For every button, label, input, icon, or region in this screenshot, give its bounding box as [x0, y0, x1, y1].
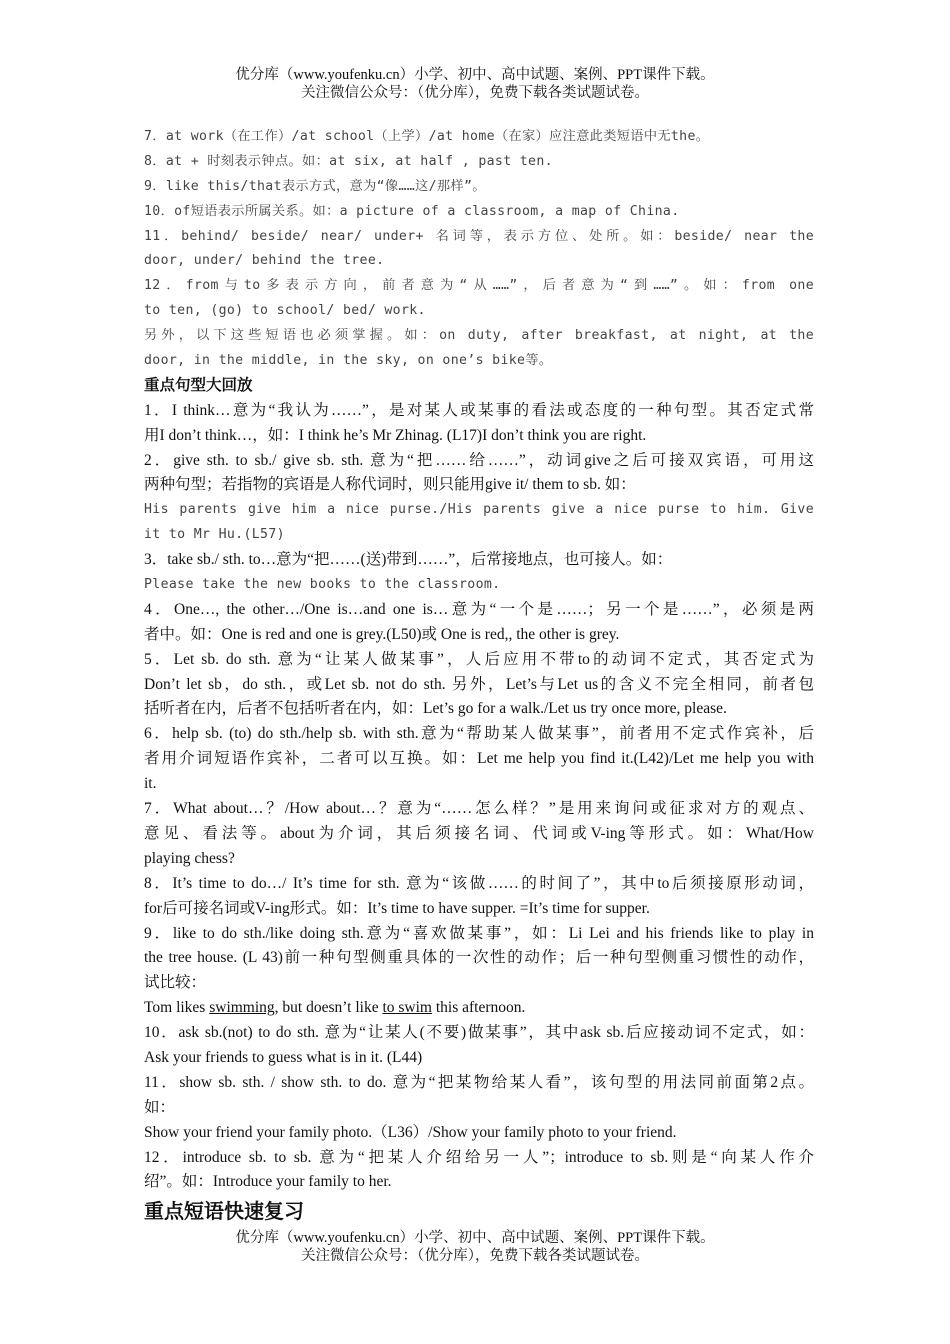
pattern-7-line: 意见、看法等。about为介词，其后须接名词、代词或V-ing等形式。如：What/How [144, 824, 814, 842]
page-header [0, 66, 950, 102]
pattern-12-line: 绍”。如：Introduce your family to her. [144, 1173, 392, 1191]
phrase-line: 另外，以下这些短语也必须掌握。如：on duty, after breakfast, at night, at the [144, 328, 814, 344]
pattern-1-line: 用I don’t think…，如：I think he’s Mr Zhinag. (L17)I don’t think you are right. [144, 426, 647, 444]
example-text: Tom likes [144, 999, 210, 1017]
pattern-10-line: Ask your friends to guess what is in it. (L44) [144, 1048, 423, 1066]
pattern-6-line: 者用介词短语作宾补，二者可以互换。如：Let me help you find it.(L42)/Let me help you with [144, 750, 814, 768]
phrase-line: 11．behind/ beside/ near/ under+ 名词等，表示方位、处所。如：beside/ near the [144, 228, 814, 244]
phrase-line: 10．of短语表示所属关系。如：a picture of a classroom, a map of China. [144, 203, 680, 219]
footer-line-2: 关注微信公众号：（优分库），免费下载各类试题试卷。 [301, 1248, 649, 1264]
page-footer [0, 1229, 950, 1265]
header-line-2: 关注微信公众号：（优分库），免费下载各类试题试卷。 [301, 85, 649, 101]
phrase-line: 9．like this/that表示方式，意为“像……这/那样”。 [144, 178, 486, 194]
underlined-word: to swim [382, 999, 432, 1017]
pattern-6-line: it. [144, 775, 157, 793]
pattern-11-line: 11．show sb. sth. / show sth. to do. 意为“把某物给某人看”，该句型的用法同前面第2点。 [144, 1073, 814, 1091]
pattern-9-line: 9．like to do sth./like doing sth.意为“喜欢做某事”，如：Li Lei and his friends like to play in [144, 924, 814, 942]
pattern-5-line: 括听者在内，后者不包括听者在内，如：Let’s go for a walk./Let us try once more, please. [144, 700, 727, 718]
pattern-4-line: 4．One…, the other…/One is…and one is…意为“一个是……；另一个是……”，必须是两 [144, 600, 814, 618]
phrase-line: 7．at work（在工作）/at school（上学）/at home（在家）应注意此类短语中无the。 [144, 129, 710, 144]
pattern-9-line: 试比较： [144, 974, 207, 992]
pattern-9-line: the tree house. (L 43)前一种句型侧重具体的一次性的动作；后一种句型侧重习惯性的动作， [144, 949, 814, 967]
pattern-10-line: 10．ask sb.(not) to do sth. 意为“让某人(不要)做某事”，其中ask sb.后应接动词不定式，如： [144, 1024, 814, 1042]
next-section-title: 重点短语快速复习 [144, 1201, 304, 1224]
underlined-word: swimming [209, 999, 275, 1017]
pattern-7-line: playing chess? [144, 849, 235, 867]
example-text: , but doesn’t like [274, 999, 383, 1017]
pattern-1-line: 1．I think…意为“我认为……”，是对某人或某事的看法或态度的一种句型。其否定式常 [144, 401, 814, 419]
pattern-2-example: His parents give him a nice purse./His parents give a nice purse to him. Give [144, 502, 814, 518]
document-body [144, 125, 814, 1227]
phrase-line: 8．at + 时刻表示钟点。如：at six, at half , past ten. [144, 153, 553, 169]
phrase-line: door, in the middle, in the sky, on one’s bike等。 [144, 353, 553, 369]
example-text: this afternoon. [431, 999, 526, 1017]
pattern-5-line: Don’t let sb，do sth.，或Let sb. not do sth. 另外，Let’s与Let us的含义不完全相同，前者包 [144, 675, 814, 693]
pattern-3-example: Please take the new books to the classroom. [144, 577, 501, 593]
phrase-line: 12．from与to多表示方向，前者意为“从……”，后者意为“到……”。如：from one [144, 278, 814, 294]
header-line-1: 优分库（www.youfenku.cn）小学、初中、高中试题、案例、PPT课件下载。 [235, 67, 715, 83]
pattern-5-line: 5．Let sb. do sth. 意为“让某人做某事”，人后应用不带to的动词不定式，其否定式为 [144, 650, 814, 668]
section-title: 重点句型大回放 [144, 376, 253, 394]
pattern-2-example: it to Mr Hu.(L57) [144, 527, 285, 543]
pattern-8-line: 8．It’s time to do…/ It’s time for sth. 意为“该做……的时间了”，其中to后须接原形动词， [144, 874, 814, 892]
pattern-6-line: 6．help sb. (to) do sth./help sb. with sth.意为“帮助某人做某事”，前者用不定式作宾补，后 [144, 725, 814, 743]
pattern-4-line: 者中。如：One is red and one is grey.(L50)或 One is red,, the other is grey. [144, 625, 620, 643]
footer-line-1: 优分库（www.youfenku.cn）小学、初中、高中试题、案例、PPT课件下载。 [235, 1230, 715, 1246]
phrase-line: door, under/ behind the tree. [144, 253, 385, 269]
pattern-2-line: 两种句型；若指物的宾语是人称代词时，则只能用give it/ them to sb. 如： [144, 476, 636, 494]
pattern-8-line: for后可接名词或V-ing形式。如：It’s time to have supper. =It’s time for supper. [144, 899, 650, 917]
pattern-11-example: Show your friend your family photo.（L36）/Show your family photo to your friend. [144, 1123, 677, 1141]
pattern-12-line: 12．introduce sb. to sb. 意为“把某人介绍给另一人”；introduce to sb.则是“向某人作介 [144, 1148, 814, 1166]
pattern-9-example [144, 996, 814, 1021]
pattern-3-line: 3．take sb./ sth. to…意为“把……(送)带到……”，后常接地点，也可接人。如： [144, 551, 673, 569]
pattern-7-line: 7．What about…？/How about…？意为“……怎么样？”是用来询问或征求对方的观点、 [144, 800, 814, 818]
pattern-11-line: 如： [144, 1098, 176, 1116]
pattern-2-line: 2．give sth. to sb./ give sb. sth. 意为“把……给……”，动词give之后可接双宾语，可用这 [144, 451, 814, 469]
phrase-line: to ten, (go) to school/ bed/ work. [144, 303, 426, 319]
